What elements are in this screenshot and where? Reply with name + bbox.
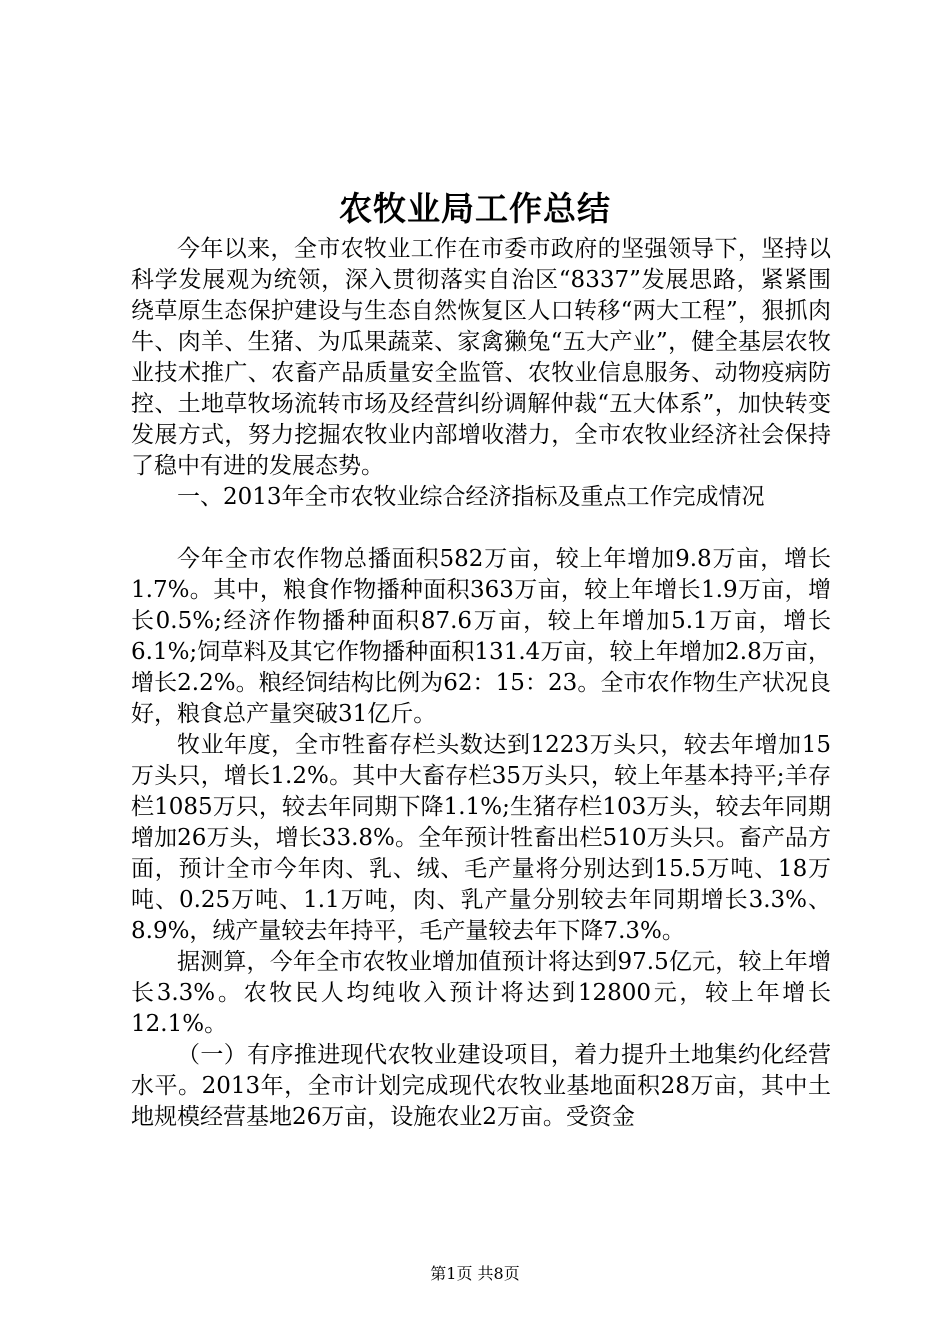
paragraph-projects: （一）有序推进现代农牧业建设项目，着力提升土地集约化经营水平。2013年，全市计划完成现代农牧业基地面积28万亩，其中土地规模经营基地26万亩，设施农业2万亩。受资金 [131, 1042, 831, 1130]
section-heading: 一、2013年全市农牧业综合经济指标及重点工作完成情况 [177, 484, 765, 510]
document-body [131, 234, 831, 1133]
paragraph-livestock: 牧业年度，全市牲畜存栏头数达到1223万头只，较去年增加15万头只，增长1.2%。其中大畜存栏35万头只，较上年基本持平;羊存栏1085万只，较去年同期下降1.1%;生猪存栏103万头，较去年同期增加26万头，增长33.8%。全年预计牲畜出栏510万头只。畜产品方面，预计全市今年肉、乳、绒、毛产量将分别达到15.5万吨、18万吨、0.25万吨、1.1万吨，肉、乳产量分别较去年同期增长3.3%、8.9%，绒产量较去年持平，毛产量较去年下降7.3%。 [131, 732, 831, 944]
page-number: 第1页 共8页 [430, 1264, 520, 1283]
paragraph-crops: 今年全市农作物总播面积582万亩，较上年增加9.8万亩，增长1.7%。其中，粮食作物播种面积363万亩，较上年增长1.9万亩，增长0.5%;经济作物播种面积87.6万亩，较上年增加5.1万亩，增长6.1%;饲草料及其它作物播种面积131.4万亩，较上年增加2.8万亩，增长2.2%。粮经饲结构比例为62：15：23。全市农作物生产状况良好，粮食总产量突破31亿斤。 [131, 546, 831, 727]
paragraph-income: 据测算，今年全市农牧业增加值预计将达到97.5亿元，较上年增长3.3%。农牧民人均纯收入预计将达到12800元，较上年增长12.1%。 [131, 949, 831, 1037]
paragraph-intro: 今年以来，全市农牧业工作在市委市政府的坚强领导下，坚持以科学发展观为统领，深入贯彻落实自治区“8337”发展思路，紧紧围绕草原生态保护建设与生态自然恢复区人口转移“两大工程”，狠抓肉牛、肉羊、生猪、为瓜果蔬菜、家禽獭兔“五大产业”，健全基层农牧业技术推广、农畜产品质量安全监管、农牧业信息服务、动物疫病防控、土地草牧场流转市场及经营纠纷调解仲裁“五大体系”，加快转变发展方式，努力挖掘农牧业内部增收潜力，全市农牧业经济社会保持了稳中有进的发展态势。 [131, 236, 831, 479]
document-title: 农牧业局工作总结 [339, 189, 611, 228]
